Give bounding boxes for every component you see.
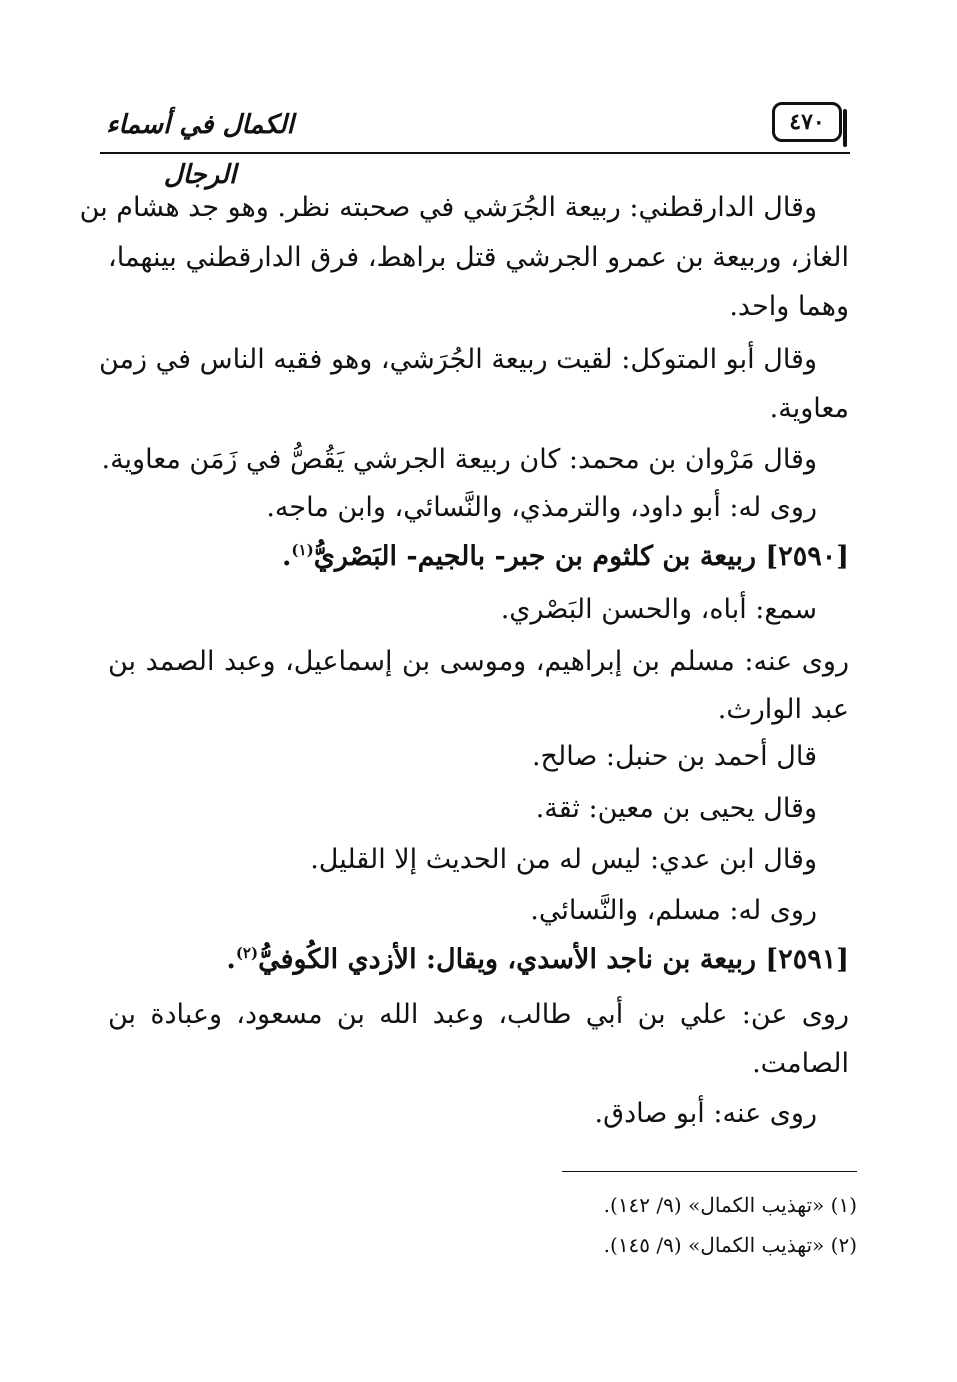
text-line: سمع: أباه، والحسن البَصْري. [500, 594, 817, 625]
text-line: وقال الدارقطني: ربيعة الجُرَشي في صحبته نظر. وهو جد هشام بن [79, 192, 817, 223]
text-line: الغاز، وربيعة بن عمرو الجرشي قتل براهط، فرق الدارقطني بينهما، [108, 242, 849, 273]
header-rule [100, 152, 850, 154]
footnote-separator [562, 1171, 857, 1172]
footnote: (٢) «تهذيب الكمال» (٩/ ١٤٥). [603, 1233, 857, 1257]
text-line: روى عنه: أبو صادق. [594, 1098, 817, 1129]
heading-text: [٢٥٩١] ربيعة بن ناجد الأسدي، ويقال: الأزدي الكُوفيُّ [258, 944, 849, 975]
text-line: روى عن: علي بن أبي طالب، وعبد الله بن مسعود، وعبادة بن [108, 999, 849, 1030]
heading-end: . [282, 541, 292, 572]
page-number-frame [772, 102, 842, 142]
footnote: (١) «تهذيب الكمال» (٩/ ١٤٢). [603, 1193, 857, 1217]
footnote-mark: (٢) [235, 944, 259, 962]
text-line: وهما واحد. [729, 291, 849, 322]
biography-heading [282, 537, 849, 577]
text-line: الصامت. [752, 1048, 849, 1079]
text-line: روى عنه: مسلم بن إبراهيم، وموسى بن إسماعيل، وعبد الصمد بن [108, 646, 849, 677]
biography-heading [226, 940, 849, 980]
text-line: قال أحمد بن حنبل: صالح. [531, 741, 817, 772]
footnote-mark: (١) [291, 541, 314, 559]
text-line: معاوية. [769, 393, 849, 424]
text-line: وقال أبو المتوكل: لقيت ربيعة الجُرَشي، وهو فقيه الناس في زمن [99, 344, 817, 375]
page-header [100, 92, 850, 190]
text-line: وقال يحيى بن معين: ثقة. [535, 793, 817, 824]
text-line: روى له: مسلم، والنَّسائي. [530, 895, 817, 926]
heading-end: . [226, 944, 236, 975]
text-line: وقال ابن عدي: ليس له من الحديث إلا القليل. [310, 844, 817, 875]
text-line: روى له: أبو داود، والترمذي، والنَّسائي، وابن ماجه. [266, 492, 817, 523]
page-number: ٤٧٠ [789, 109, 825, 135]
heading-text: [٢٥٩٠] ربيعة بن كلثوم بن جبر- بالجيم- البَصْريُّ [313, 541, 849, 572]
text-line: عبد الوارث. [717, 694, 849, 725]
running-title: الكمال في أسماء الرجال [106, 110, 294, 190]
text-line: وقال مَرْوان بن محمد: كان ربيعة الجرشي يَقُصُّ في زَمَن معاوية. [101, 444, 817, 475]
